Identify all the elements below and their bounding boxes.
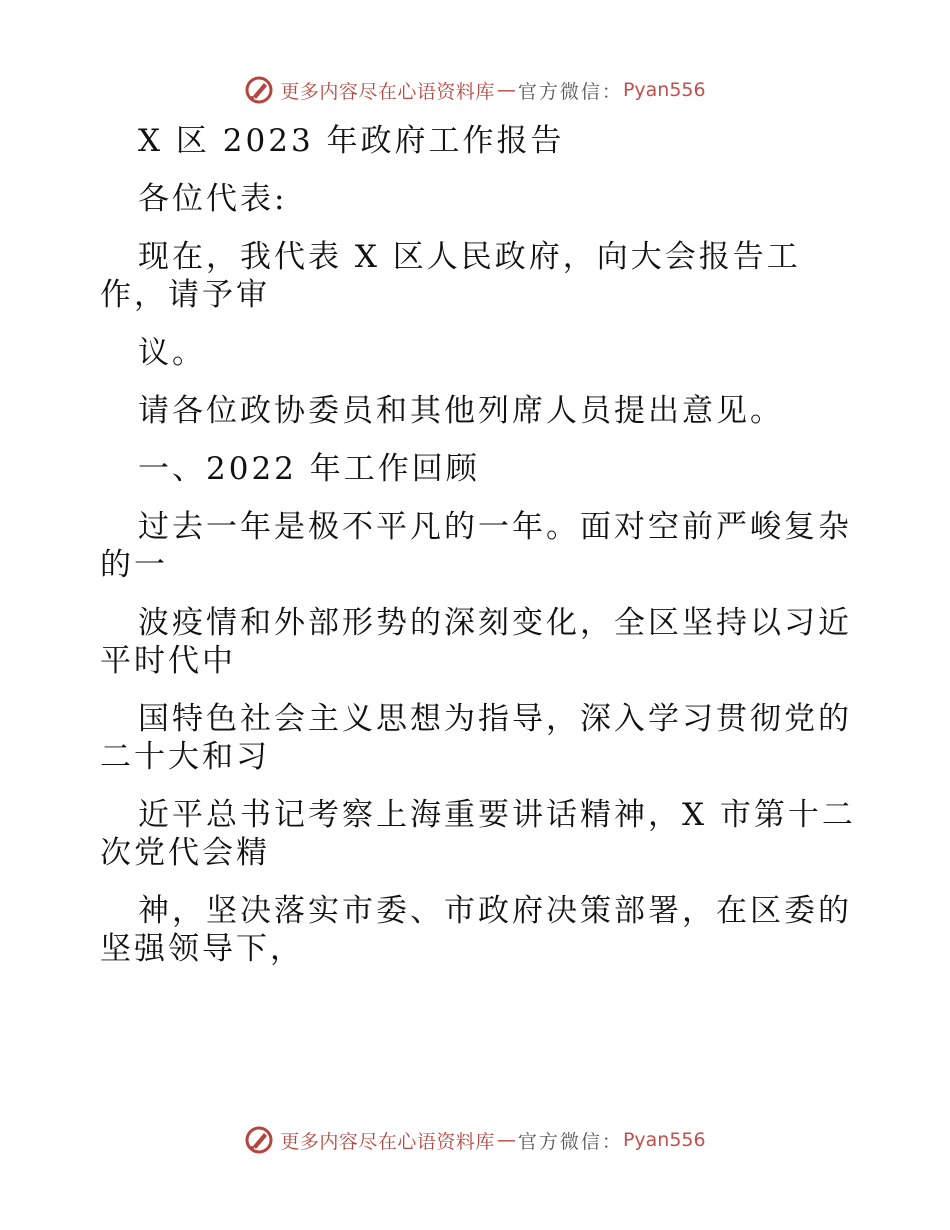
paragraph-line: 次党代会精: [100, 835, 270, 871]
paragraph-line: 的一: [100, 547, 168, 583]
paragraph-line: 坚强领导下，: [100, 931, 304, 967]
paragraph-line: 过去一年是极不平凡的一年。面对空前严峻复杂: [138, 509, 852, 545]
watermark-label: 官方微信：: [517, 80, 623, 103]
paragraph-line: 波疫情和外部形势的深刻变化，全区坚持以习近: [138, 605, 852, 641]
watermark-text: 更多内容尽在心语资料库: [280, 1130, 495, 1153]
paragraph-line: 近平总书记考察上海重要讲话精神，X 市第十二: [138, 797, 856, 833]
watermark-separator: —: [496, 1129, 516, 1151]
paragraph-line: 请各位政协委员和其他列席人员提出意见。: [138, 393, 784, 429]
pen-logo-icon: [244, 75, 274, 105]
salutation: 各位代表:: [138, 181, 288, 217]
paragraph-line: 作，请予审: [100, 277, 270, 313]
watermark-separator: —: [496, 79, 516, 101]
watermark-id: Pyan556: [622, 1129, 706, 1151]
watermark-id: Pyan556: [622, 79, 706, 101]
paragraph-line: 国特色社会主义思想为指导，深入学习贯彻党的: [138, 701, 852, 737]
pen-logo-icon: [244, 1125, 274, 1155]
paragraph-line: 现在，我代表 X 区人民政府，向大会报告工: [138, 239, 801, 275]
paragraph-line: 平时代中: [100, 643, 236, 679]
paragraph-line: 议。: [138, 335, 206, 371]
header-watermark: [0, 70, 950, 110]
section-heading: 一、2022 年工作回顾: [138, 451, 480, 487]
document-title: X 区 2023 年政府工作报告: [138, 123, 565, 159]
watermark-label: 官方微信：: [517, 1130, 623, 1153]
document-body: [100, 122, 860, 988]
watermark-text: 更多内容尽在心语资料库: [280, 80, 495, 103]
footer-watermark: [0, 1120, 950, 1160]
paragraph-line: 神，坚决落实市委、市政府决策部署，在区委的: [138, 893, 852, 929]
paragraph-line: 二十大和习: [100, 739, 270, 775]
